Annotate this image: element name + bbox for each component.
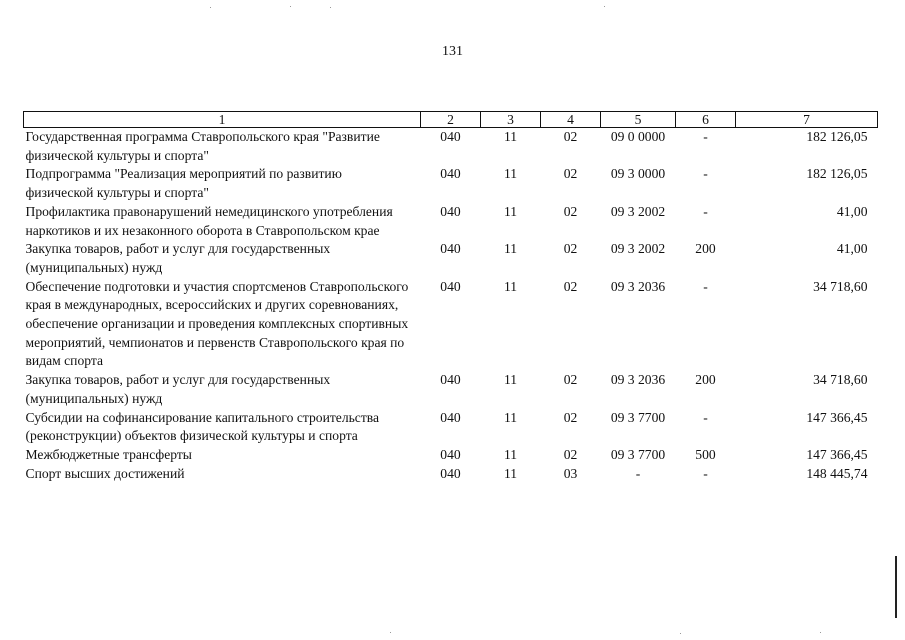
row-amount: 147 366,45 [806,446,868,462]
row-ministry-code: 040 [440,241,461,257]
row-expense-type: - [703,409,708,425]
row-subsection-code: 03 [563,465,578,481]
header-col-5: 5 [601,112,676,128]
row-ministry-code: 040 [440,465,461,481]
row-subsection-code: 02 [563,129,578,144]
table-row [24,128,878,166]
row-subsection-code: 02 [563,446,578,462]
row-ministry-code: 040 [440,372,461,388]
header-col-7: 7 [736,112,878,128]
row-name: Межбюджетные трансферты [25,446,192,462]
page-number: 131 [442,44,463,59]
budget-table [23,111,878,483]
row-target-code: 09 3 2036 [610,372,666,388]
row-section-code: 11 [503,446,518,462]
row-amount: 41,00 [836,203,868,219]
row-target-code: - [635,465,641,481]
row-expense-type: - [703,203,708,219]
row-expense-type: - [703,166,708,182]
row-ministry-code: 040 [440,166,461,182]
row-name: Государственная программа Ставропольского края "Развитие физической культуры и спорта" [25,129,380,163]
row-ministry-code: 040 [440,446,461,462]
row-name: Профилактика правонарушений немедицинского употребления наркотиков и их незаконного оборота в Ставропольском крае [25,203,393,238]
table-row [24,203,878,240]
row-name: Закупка товаров, работ и услуг для государственных (муниципальных) нужд [25,241,331,275]
row-target-code: 09 3 2002 [610,241,666,257]
scan-edge-mark [895,556,897,618]
scan-speck [290,6,291,7]
row-target-code: 09 3 7700 [610,446,666,462]
row-name: Спорт высших достижений [25,465,185,481]
row-target-code: 09 3 2036 [610,278,666,294]
table-header-row [24,112,878,128]
header-col-3: 3 [481,112,541,128]
scan-speck [604,6,605,7]
row-target-code: 09 0 0000 [610,129,666,144]
row-section-code: 11 [503,372,518,388]
table-row [24,165,878,202]
row-amount: 147 366,45 [806,409,868,425]
row-amount: 34 718,60 [813,278,868,294]
table-row [24,240,878,277]
row-subsection-code: 02 [563,241,578,257]
row-expense-type: - [703,278,708,294]
header-col-6: 6 [676,112,736,128]
row-section-code: 11 [503,129,518,144]
row-amount: 182 126,05 [806,129,868,144]
row-ministry-code: 040 [440,278,461,294]
table-row [24,409,878,446]
row-section-code: 11 [503,241,518,257]
row-section-code: 11 [503,278,518,294]
scan-speck [330,7,331,8]
scan-speck [210,7,211,8]
table-row [24,278,878,372]
row-ministry-code: 040 [440,409,461,425]
scan-speck [680,633,681,634]
row-expense-type: 200 [695,241,716,257]
table-row [24,465,878,484]
row-target-code: 09 3 7700 [610,409,666,425]
row-name: Подпрограмма "Реализация мероприятий по развитию физической культуры и спорта" [25,166,342,201]
row-expense-type: 500 [695,446,716,462]
table-row [24,371,878,408]
row-subsection-code: 02 [563,409,578,425]
row-subsection-code: 02 [563,372,578,388]
header-col-2: 2 [421,112,481,128]
row-ministry-code: 040 [440,203,461,219]
header-col-4: 4 [541,112,601,128]
row-amount: 34 718,60 [813,372,868,388]
scan-speck [820,632,821,633]
header-col-1: 1 [24,112,421,128]
scan-speck [390,632,391,633]
row-name: Субсидии на софинансирование капитального строительства (реконструкции) объектов физической культуры и спорта [25,409,380,444]
row-section-code: 11 [503,203,518,219]
row-expense-type: - [703,465,708,481]
row-expense-type: 200 [695,372,716,388]
row-expense-type: - [703,129,708,144]
row-section-code: 11 [503,409,518,425]
row-amount: 148 445,74 [806,465,868,481]
row-amount: 41,00 [836,241,868,257]
row-target-code: 09 3 0000 [610,166,666,182]
row-target-code: 09 3 2002 [610,203,666,219]
row-amount: 182 126,05 [806,166,868,182]
row-name: Обеспечение подготовки и участия спортсменов Ставропольского края в международных, всероссийских и других соревнованиях, обеспечение организации и проведения комплексных спортивных мероприятий, чемпионатов и первенств Ставропольского края по видам спорта [25,278,409,369]
table-row [24,446,878,465]
row-ministry-code: 040 [440,129,461,144]
row-subsection-code: 02 [563,203,578,219]
row-name: Закупка товаров, работ и услуг для государственных (муниципальных) нужд [25,372,331,406]
row-section-code: 11 [503,465,518,481]
row-section-code: 11 [503,166,518,182]
row-subsection-code: 02 [563,166,578,182]
row-subsection-code: 02 [563,278,578,294]
